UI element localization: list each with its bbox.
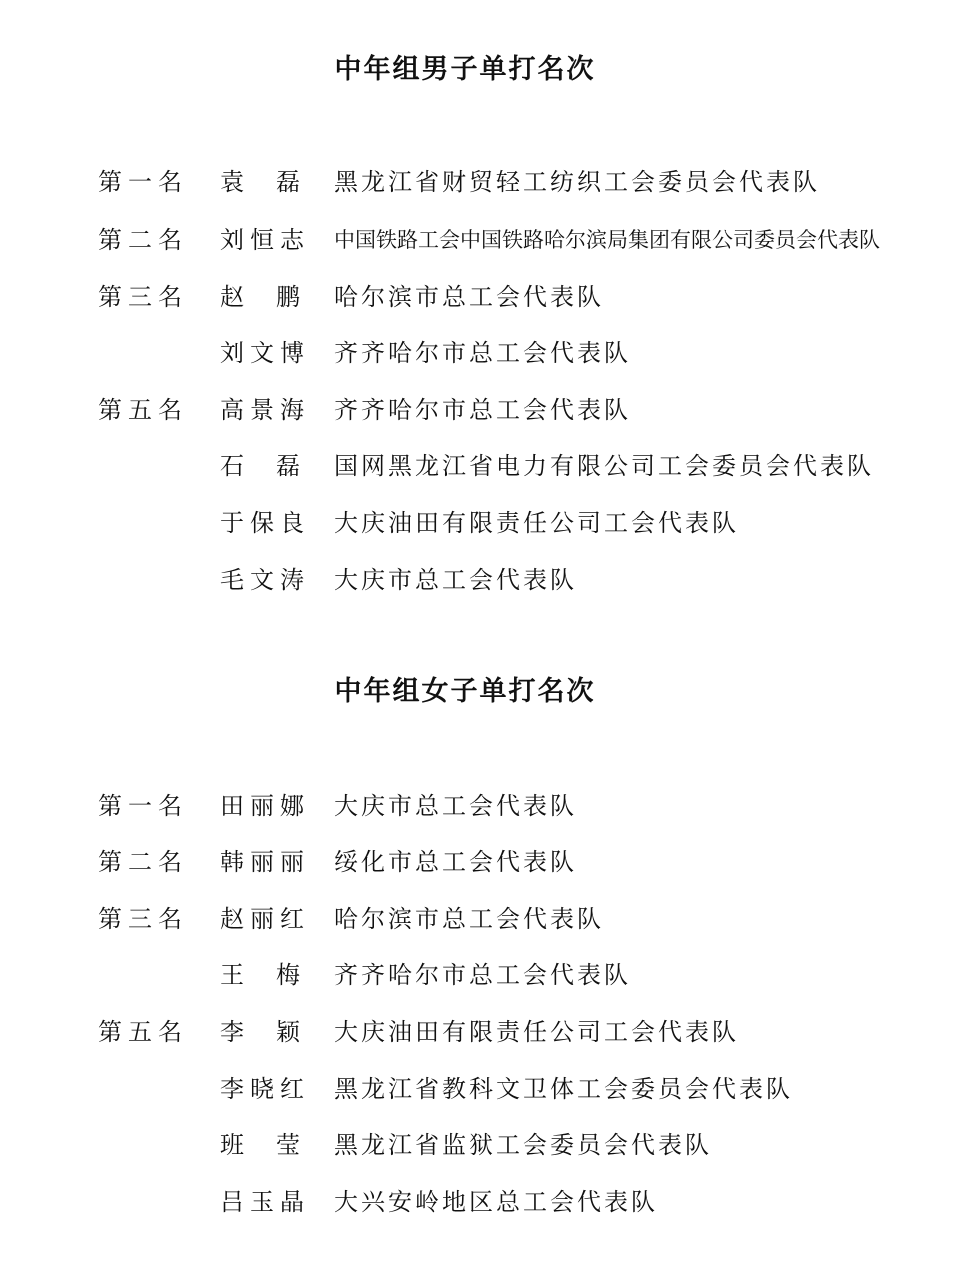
player-name: 赵鹏 (220, 283, 332, 311)
rank-label: 第二名 (98, 848, 188, 876)
rank-label: 第三名 (98, 905, 188, 933)
player-name: 毛文涛 (220, 566, 310, 594)
team-name: 黑龙江省财贸轻工纺织工会委员会代表队 (334, 168, 820, 196)
team-name: 齐齐哈尔市总工会代表队 (334, 396, 631, 424)
player-name: 李晓红 (220, 1075, 310, 1103)
rank-label: 第一名 (98, 792, 188, 820)
ranking-row (0, 390, 955, 430)
team-name: 齐齐哈尔市总工会代表队 (334, 339, 631, 367)
player-name: 高景海 (220, 396, 310, 424)
player-name: 王梅 (220, 961, 332, 989)
ranking-row (0, 786, 955, 826)
player-name: 吕玉晶 (220, 1188, 310, 1216)
ranking-row (0, 1012, 955, 1052)
team-name: 大庆油田有限责任公司工会代表队 (334, 509, 739, 537)
ranking-row (0, 899, 955, 939)
team-name: 大兴安岭地区总工会代表队 (334, 1188, 658, 1216)
ranking-row (0, 842, 955, 882)
ranking-row (0, 446, 955, 486)
ranking-row (0, 560, 955, 600)
ranking-row (0, 955, 955, 995)
player-name: 韩丽丽 (220, 848, 310, 876)
ranking-row (0, 220, 955, 260)
team-name: 黑龙江省监狱工会委员会代表队 (334, 1131, 712, 1159)
player-name: 石磊 (220, 452, 332, 480)
rank-label: 第二名 (98, 226, 188, 254)
team-name: 哈尔滨市总工会代表队 (334, 283, 604, 311)
player-name: 袁磊 (220, 168, 332, 196)
ranking-row (0, 503, 955, 543)
rank-label: 第五名 (98, 396, 188, 424)
ranking-row (0, 1069, 955, 1109)
rank-label: 第一名 (98, 168, 188, 196)
player-name: 班莹 (220, 1131, 332, 1159)
team-name: 哈尔滨市总工会代表队 (334, 905, 604, 933)
team-name: 黑龙江省教科文卫体工会委员会代表队 (334, 1075, 793, 1103)
player-name: 赵丽红 (220, 905, 310, 933)
ranking-row (0, 1182, 955, 1222)
player-name: 田丽娜 (220, 792, 310, 820)
team-name: 国网黑龙江省电力有限公司工会委员会代表队 (334, 452, 874, 480)
rank-label: 第三名 (98, 283, 188, 311)
women-section-title: 中年组女子单打名次 (334, 676, 596, 707)
player-name: 李颖 (220, 1018, 332, 1046)
ranking-row (0, 1125, 955, 1165)
team-name: 中国铁路工会中国铁路哈尔滨局集团有限公司委员会代表队 (334, 228, 880, 252)
ranking-row (0, 277, 955, 317)
men-section-title: 中年组男子单打名次 (334, 54, 596, 85)
player-name: 刘恒志 (220, 226, 310, 254)
ranking-row (0, 162, 955, 202)
team-name: 绥化市总工会代表队 (334, 848, 577, 876)
rank-label: 第五名 (98, 1018, 188, 1046)
team-name: 大庆市总工会代表队 (334, 792, 577, 820)
team-name: 大庆市总工会代表队 (334, 566, 577, 594)
team-name: 大庆油田有限责任公司工会代表队 (334, 1018, 739, 1046)
player-name: 于保良 (220, 509, 310, 537)
ranking-row (0, 333, 955, 373)
team-name: 齐齐哈尔市总工会代表队 (334, 961, 631, 989)
player-name: 刘文博 (220, 339, 310, 367)
